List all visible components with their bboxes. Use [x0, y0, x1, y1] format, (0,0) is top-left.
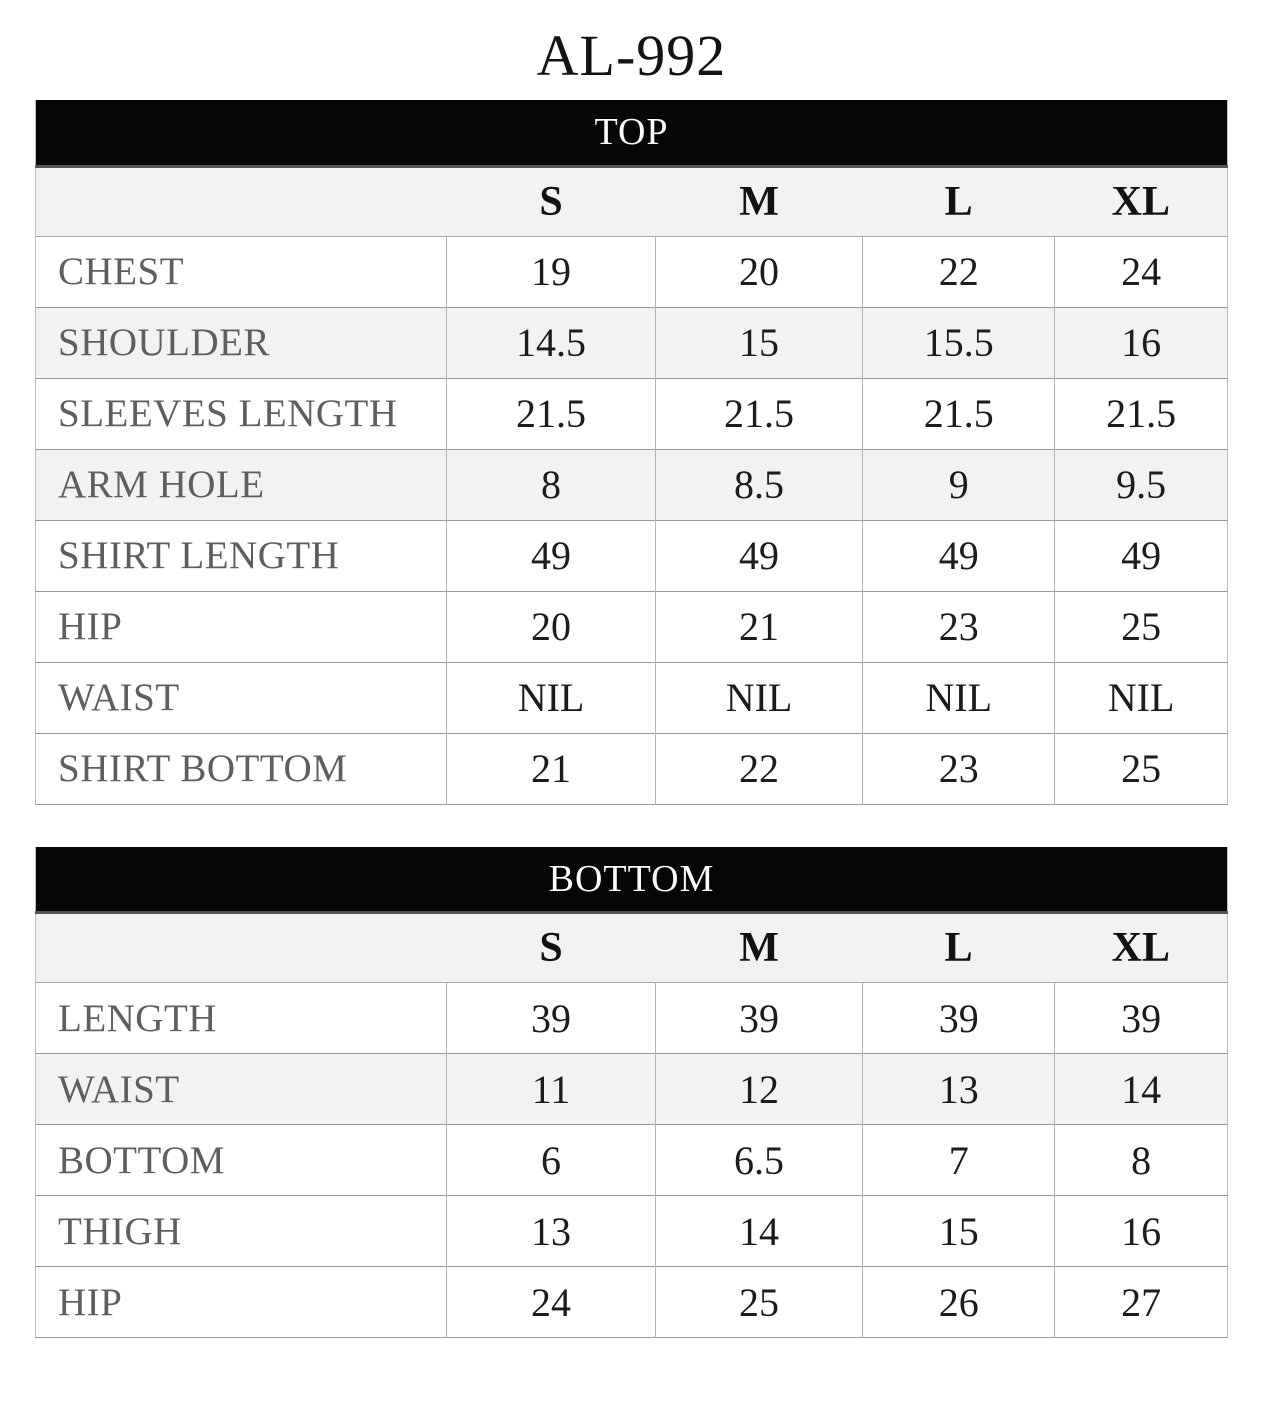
measurement-value: 25 [1055, 733, 1228, 804]
measurement-value: 49 [655, 520, 862, 591]
size-column-header: XL [1055, 913, 1228, 983]
measurement-label: BOTTOM [36, 1125, 447, 1196]
measurement-value: 21.5 [863, 378, 1055, 449]
measurement-value: NIL [863, 662, 1055, 733]
table-header-row [36, 100, 1228, 166]
measurement-value: 6 [447, 1125, 656, 1196]
measurement-row [36, 1267, 1228, 1338]
measurement-value: 21.5 [447, 378, 656, 449]
measurement-value: 24 [1055, 236, 1228, 307]
measurement-value: 27 [1055, 1267, 1228, 1338]
measurement-value: 21 [655, 591, 862, 662]
measurement-label: LENGTH [36, 983, 447, 1054]
measurement-row [36, 1054, 1228, 1125]
measurement-value: 11 [447, 1054, 656, 1125]
size-header-spacer-cell [36, 913, 447, 983]
measurement-value: 16 [1055, 307, 1228, 378]
measurement-label: THIGH [36, 1196, 447, 1267]
measurement-value: 24 [447, 1267, 656, 1338]
measurement-value: 16 [1055, 1196, 1228, 1267]
measurement-value: 21 [447, 733, 656, 804]
size-table [35, 847, 1228, 1339]
measurement-value: 23 [863, 591, 1055, 662]
measurement-value: 39 [447, 983, 656, 1054]
measurement-row [36, 591, 1228, 662]
measurement-row [36, 449, 1228, 520]
measurement-row [36, 733, 1228, 804]
measurement-value: 8.5 [655, 449, 862, 520]
measurement-value: 26 [863, 1267, 1055, 1338]
measurement-label: SHIRT LENGTH [36, 520, 447, 591]
size-column-header: XL [1055, 166, 1228, 236]
measurement-value: 14 [1055, 1054, 1228, 1125]
measurement-value: 7 [863, 1125, 1055, 1196]
size-column-header: L [863, 913, 1055, 983]
tables-container [0, 100, 1263, 1338]
measurement-value: 13 [447, 1196, 656, 1267]
measurement-row [36, 1125, 1228, 1196]
measurement-value: 14.5 [447, 307, 656, 378]
measurement-value: NIL [1055, 662, 1228, 733]
measurement-value: 49 [1055, 520, 1228, 591]
size-table [35, 100, 1228, 805]
size-column-header: S [447, 166, 656, 236]
size-column-header: M [655, 166, 862, 236]
measurement-value: 39 [1055, 983, 1228, 1054]
measurement-value: 12 [655, 1054, 862, 1125]
measurement-label: CHEST [36, 236, 447, 307]
measurement-value: 39 [863, 983, 1055, 1054]
size-header-spacer-cell [36, 166, 447, 236]
measurement-value: 20 [655, 236, 862, 307]
measurement-row [36, 378, 1228, 449]
measurement-value: 9.5 [1055, 449, 1228, 520]
measurement-value: 23 [863, 733, 1055, 804]
measurement-value: 15.5 [863, 307, 1055, 378]
table-title: TOP [36, 100, 1228, 166]
table-header-row [36, 847, 1228, 913]
measurement-row [36, 662, 1228, 733]
measurement-value: 8 [1055, 1125, 1228, 1196]
measurement-value: 25 [655, 1267, 862, 1338]
measurement-value: NIL [447, 662, 656, 733]
measurement-label: ARM HOLE [36, 449, 447, 520]
measurement-value: 25 [1055, 591, 1228, 662]
measurement-row [36, 520, 1228, 591]
table-title: BOTTOM [36, 847, 1228, 913]
measurement-rows [36, 983, 1228, 1338]
measurement-label: HIP [36, 591, 447, 662]
measurement-row [36, 1196, 1228, 1267]
size-header-row [36, 913, 1228, 983]
measurement-value: 49 [447, 520, 656, 591]
measurement-value: 13 [863, 1054, 1055, 1125]
size-column-header: S [447, 913, 656, 983]
measurement-value: 20 [447, 591, 656, 662]
measurement-value: 21.5 [1055, 378, 1228, 449]
measurement-label: SHOULDER [36, 307, 447, 378]
measurement-value: 9 [863, 449, 1055, 520]
measurement-value: 19 [447, 236, 656, 307]
measurement-value: 6.5 [655, 1125, 862, 1196]
measurement-value: 49 [863, 520, 1055, 591]
measurement-value: 15 [655, 307, 862, 378]
measurement-value: 22 [655, 733, 862, 804]
measurement-label: WAIST [36, 662, 447, 733]
measurement-row [36, 307, 1228, 378]
measurement-label: HIP [36, 1267, 447, 1338]
measurement-value: 22 [863, 236, 1055, 307]
size-column-header: L [863, 166, 1055, 236]
measurement-rows [36, 236, 1228, 804]
measurement-value: 21.5 [655, 378, 862, 449]
measurement-label: SHIRT BOTTOM [36, 733, 447, 804]
measurement-value: 15 [863, 1196, 1055, 1267]
measurement-value: 8 [447, 449, 656, 520]
size-header-row [36, 166, 1228, 236]
measurement-value: NIL [655, 662, 862, 733]
size-column-header: M [655, 913, 862, 983]
measurement-value: 39 [655, 983, 862, 1054]
measurement-label: WAIST [36, 1054, 447, 1125]
measurement-row [36, 983, 1228, 1054]
page-title: AL-992 [536, 23, 727, 88]
measurement-value: 14 [655, 1196, 862, 1267]
measurement-label: SLEEVES LENGTH [36, 378, 447, 449]
measurement-row [36, 236, 1228, 307]
